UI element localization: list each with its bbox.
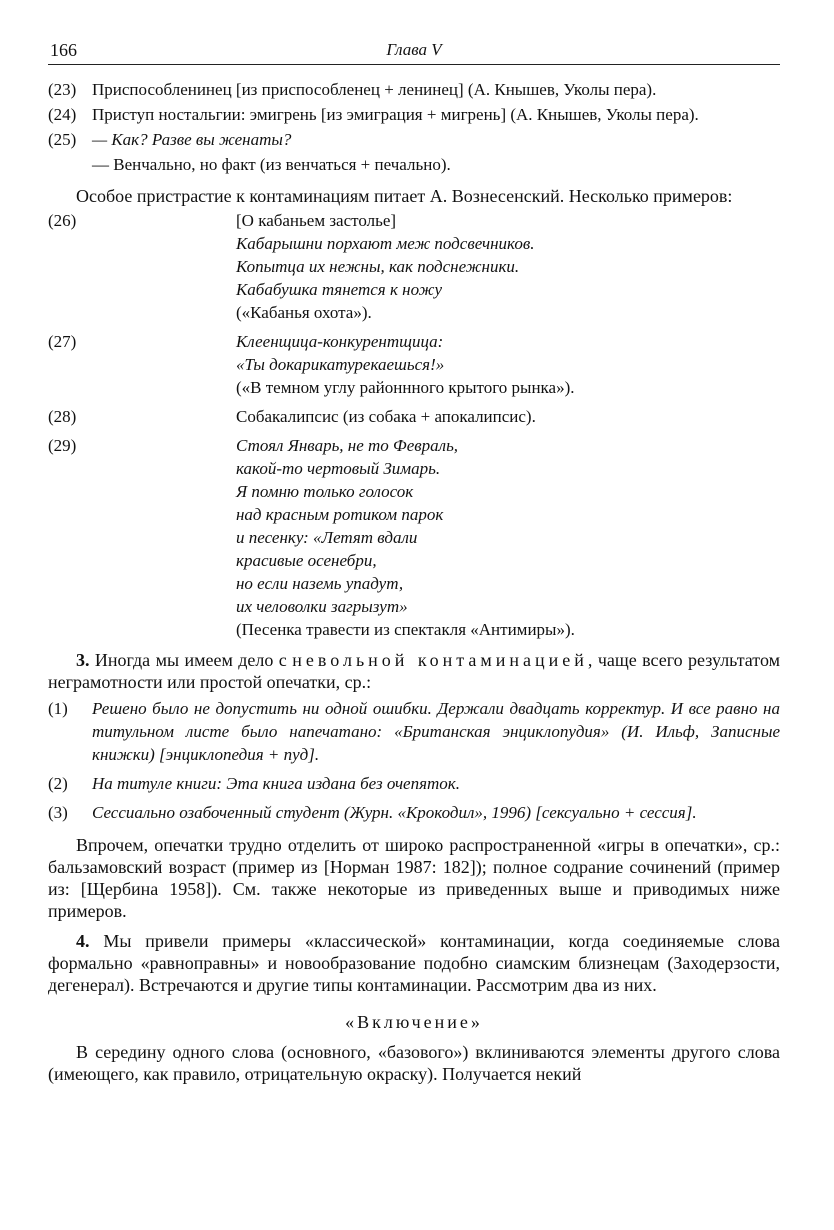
examples-block-a — [48, 77, 780, 177]
example-27: (27) Клеенщица-конкурентщица: «Ты докарикатурекаешься!» («В темном углу районнного крытого рынка»). — [48, 332, 575, 397]
section-title: «Включение» — [345, 1012, 483, 1032]
example-23: (23) Приспособленинец [из приспособленец + ленинец] (А. Кнышев, Уколы пера). — [48, 80, 657, 99]
paragraph-last: В середину одного слова (основного, «базового») вклиниваются элементы другого слова (имеющего, как правило, отрицательную окраску). Получается некий — [48, 1042, 780, 1084]
example-25: (25) — Как? Разве вы женаты? — [48, 130, 292, 149]
example-26: (26) [О кабаньем застолье] Кабарышни порхают меж подсвечников. Копытца их нежны, как подснежники. Кабабушка тянется к ножу («Кабанья охота»). — [48, 211, 535, 322]
example-24: (24) Приступ ностальгии: эмигрень [из эмиграция + мигрень] (А. Кнышев, Уколы пера). — [48, 105, 699, 124]
page-header — [48, 38, 780, 65]
example-28: (28) Собакалипсис (из собака + апокалипсис). — [48, 407, 536, 426]
example-25-cont: — Венчально, но факт (из венчаться + печально). — [92, 155, 451, 174]
list-item-1: (1) Решено было не допустить ни одной ошибки. Держали двадцать корректур. И все равно на титульном листе было напечатано: «Британская энциклопудия» (И. Ильф, Записные книжки) [энциклопедия + пуд]. — [48, 699, 780, 764]
paragraph-vprochem: Впрочем, опечатки трудно отделить от широко распространенной «игры в опечатки», ср.: бальзамовский возраст (пример из [Норман 1987: 182]); полное содрание сочинений (пример из: [Щербина 1958]). См. также некоторые из приведенных выше и приводимых ниже примеров. — [48, 835, 780, 921]
examples-block-b — [48, 209, 780, 641]
example-29: (29) Стоял Январь, не то Февраль, какой-то чертовый Зимарь. Я помню только голосок над красным ротиком парок и песенку: «Летят вдали красивые осенебри, но если наземь упадут, их человолки загрызут» (Песенка травести из спектакля «Антимиры»). — [48, 436, 575, 639]
paragraph-3: 3. Иногда мы имеем дело с невольной контаминацией, чаще всего результатом неграмотности или простой опечатки, ср.: — [48, 650, 780, 692]
chapter-title: Глава V — [386, 40, 442, 59]
list-item-2: (2) На титуле книги: Эта книга издана без очепяток. — [48, 774, 460, 793]
list-item-3: (3) Сессиально озабоченный студент (Журн. «Крокодил», 1996) [сексуально + сессия]. — [48, 803, 697, 822]
list-3 — [48, 697, 780, 824]
page-number: 166 — [50, 40, 77, 60]
page — [48, 38, 780, 1085]
paragraph-4: 4. Мы привели примеры «классической» контаминации, когда соединяемые слова формально «равноправны» и новообразование подобно сиамским близнецам (Заходерзости, дегенерал). Встречаются и другие типы контаминации. Рассмотрим два из них. — [48, 931, 780, 995]
paragraph-voznesensky: Особое пристрастие к контаминациям питает А. Вознесенский. Несколько примеров: — [76, 186, 733, 206]
